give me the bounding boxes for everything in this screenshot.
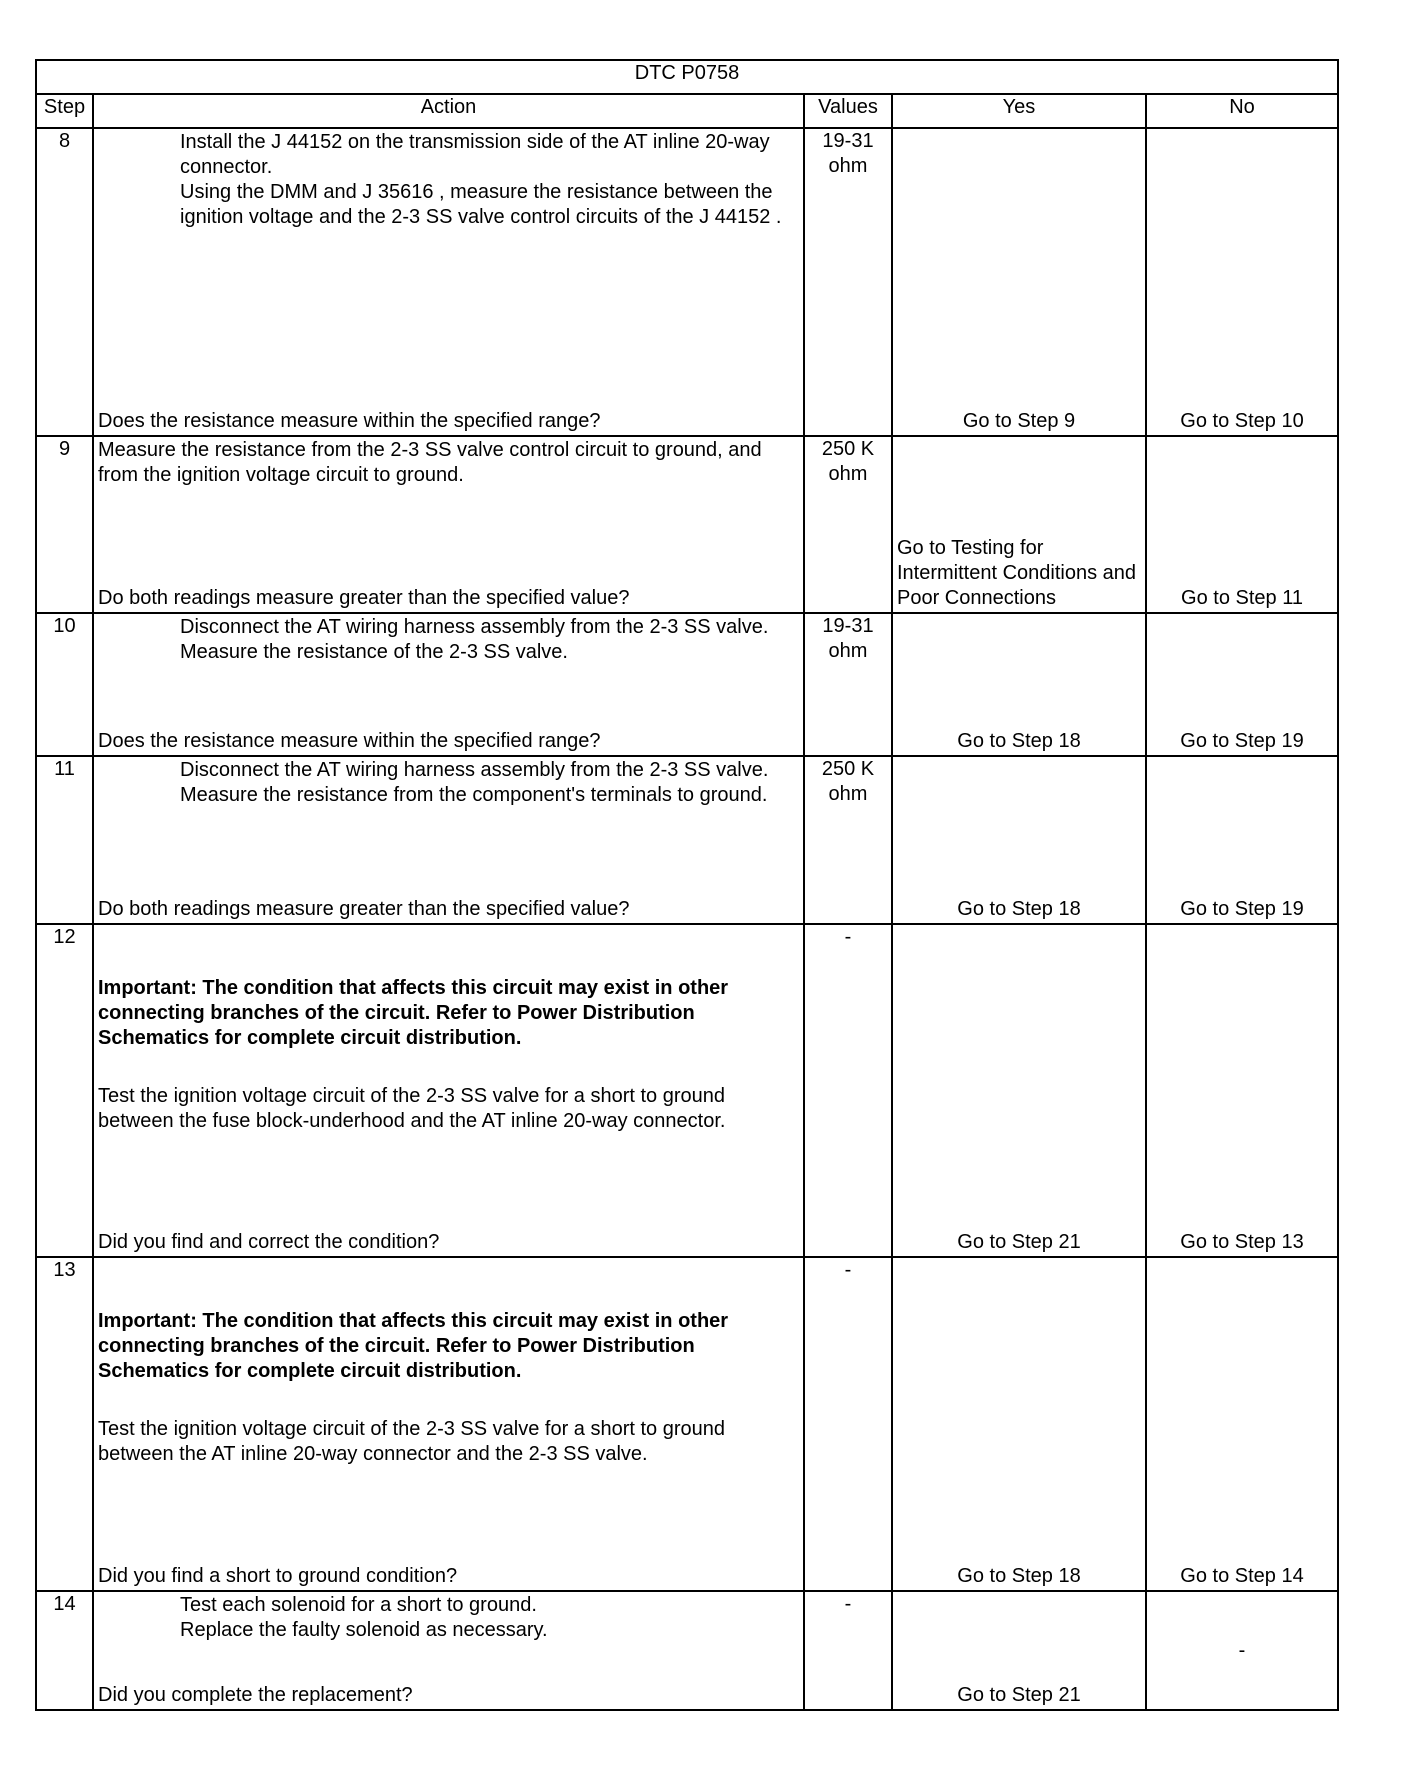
action-line: Test each solenoid for a short to ground. (180, 1594, 537, 1616)
values-cell (804, 924, 892, 1257)
action-line: Disconnect the AT wiring harness assembly from the 2-3 SS valve. (180, 616, 769, 638)
spec-value: - (844, 926, 852, 948)
action-line: Replace the faulty solenoid as necessary. (180, 1619, 548, 1641)
action-cell (93, 756, 804, 924)
action-question: Did you find a short to ground condition? (98, 1565, 458, 1587)
no-result: - (1238, 1639, 1246, 1661)
action-question: Did you complete the replacement? (98, 1684, 413, 1706)
yes-result: Go to Step 21 (957, 1231, 1081, 1253)
spec-value: - (844, 1593, 852, 1615)
yes-result: Go to Testing for Intermittent Conditions and Poor Connections (897, 537, 1137, 609)
table-row (36, 924, 1338, 1257)
action-question: Does the resistance measure within the specified range? (98, 410, 601, 432)
action-line: Measure the resistance of the 2-3 SS valve. (180, 641, 568, 663)
table-row (36, 756, 1338, 924)
important-note: Important: The condition that affects this circuit may exist in other connecting branches of the circuit. Refer to Power Distribution Schematics for complete circuit distribution. (98, 977, 729, 1049)
table-row (36, 613, 1338, 756)
step-number: 14 (36, 1591, 93, 1710)
no-result: Go to Step 19 (1180, 730, 1304, 752)
table-title: DTC P0758 (36, 60, 1338, 94)
step-number: 13 (36, 1257, 93, 1591)
no-cell (1146, 436, 1338, 613)
action-cell (93, 1257, 804, 1591)
yes-result: Go to Step 18 (957, 898, 1081, 920)
yes-result: Go to Step 9 (962, 410, 1076, 432)
table-row (36, 128, 1338, 436)
no-result: Go to Step 19 (1180, 898, 1304, 920)
important-note: Important: The condition that affects this circuit may exist in other connecting branches of the circuit. Refer to Power Distribution Schematics for complete circuit distribution. (98, 1310, 729, 1382)
values-cell (804, 128, 892, 436)
spec-value: 19-31 ohm (822, 130, 874, 177)
action-cell (93, 613, 804, 756)
no-cell (1146, 924, 1338, 1257)
step-number: 9 (36, 436, 93, 613)
yes-result: Go to Step 18 (957, 1565, 1081, 1587)
action-line: Measure the resistance from the 2-3 SS valve control circuit to ground, and from the ignition voltage circuit to ground. (98, 439, 762, 486)
action-line: Measure the resistance from the component's terminals to ground. (180, 784, 768, 806)
action-line: Install the J 44152 on the transmission side of the AT inline 20-way connector. (180, 131, 770, 178)
table-row (36, 1257, 1338, 1591)
yes-result: Go to Step 18 (957, 730, 1081, 752)
action-cell (93, 128, 804, 436)
no-cell (1146, 613, 1338, 756)
yes-cell (892, 756, 1146, 924)
action-cell (93, 924, 804, 1257)
table-title-row (36, 60, 1338, 94)
header-yes: Yes (892, 94, 1146, 128)
values-cell (804, 1257, 892, 1591)
spec-value: 250 K ohm (821, 758, 875, 805)
yes-cell (892, 924, 1146, 1257)
no-cell (1146, 1257, 1338, 1591)
no-cell (1146, 128, 1338, 436)
values-cell (804, 1591, 892, 1710)
action-question: Did you find and correct the condition? (98, 1231, 440, 1253)
yes-cell (892, 436, 1146, 613)
yes-result: Go to Step 21 (957, 1684, 1081, 1706)
step-number: 10 (36, 613, 93, 756)
header-step: Step (36, 94, 93, 128)
action-question: Do both readings measure greater than the specified value? (98, 587, 630, 609)
diagnostic-table (35, 59, 1339, 1711)
step-number: 11 (36, 756, 93, 924)
header-values: Values (804, 94, 892, 128)
action-line: Using the DMM and J 35616 , measure the resistance between the ignition voltage and the 2-3 SS valve control circuits of the J 44152 . (180, 181, 782, 228)
header-no: No (1146, 94, 1338, 128)
no-result: Go to Step 13 (1180, 1231, 1304, 1253)
spec-value: 19-31 ohm (822, 615, 874, 662)
step-number: 8 (36, 128, 93, 436)
table-row (36, 436, 1338, 613)
action-line: Test the ignition voltage circuit of the 2-3 SS valve for a short to ground between the AT inline 20-way connector and the 2-3 SS valve. (98, 1418, 726, 1465)
action-cell (93, 436, 804, 613)
yes-cell (892, 1591, 1146, 1710)
no-result: Go to Step 11 (1181, 587, 1303, 609)
spec-value: 250 K ohm (821, 438, 875, 485)
header-row (36, 94, 1338, 128)
action-line: Test the ignition voltage circuit of the 2-3 SS valve for a short to ground between the fuse block-underhood and the AT inline 20-way connector. (98, 1085, 726, 1132)
no-result: Go to Step 10 (1180, 410, 1304, 432)
action-question: Do both readings measure greater than the specified value? (98, 898, 630, 920)
action-cell (93, 1591, 804, 1710)
yes-cell (892, 1257, 1146, 1591)
header-action: Action (93, 94, 804, 128)
values-cell (804, 613, 892, 756)
step-number: 12 (36, 924, 93, 1257)
yes-cell (892, 613, 1146, 756)
no-cell (1146, 756, 1338, 924)
table-row (36, 1591, 1338, 1710)
yes-cell (892, 128, 1146, 436)
no-result: Go to Step 14 (1180, 1565, 1304, 1587)
action-question: Does the resistance measure within the specified range? (98, 730, 601, 752)
no-cell (1146, 1591, 1338, 1710)
action-line: Disconnect the AT wiring harness assembly from the 2-3 SS valve. (180, 759, 769, 781)
values-cell (804, 756, 892, 924)
values-cell (804, 436, 892, 613)
spec-value: - (844, 1259, 852, 1281)
